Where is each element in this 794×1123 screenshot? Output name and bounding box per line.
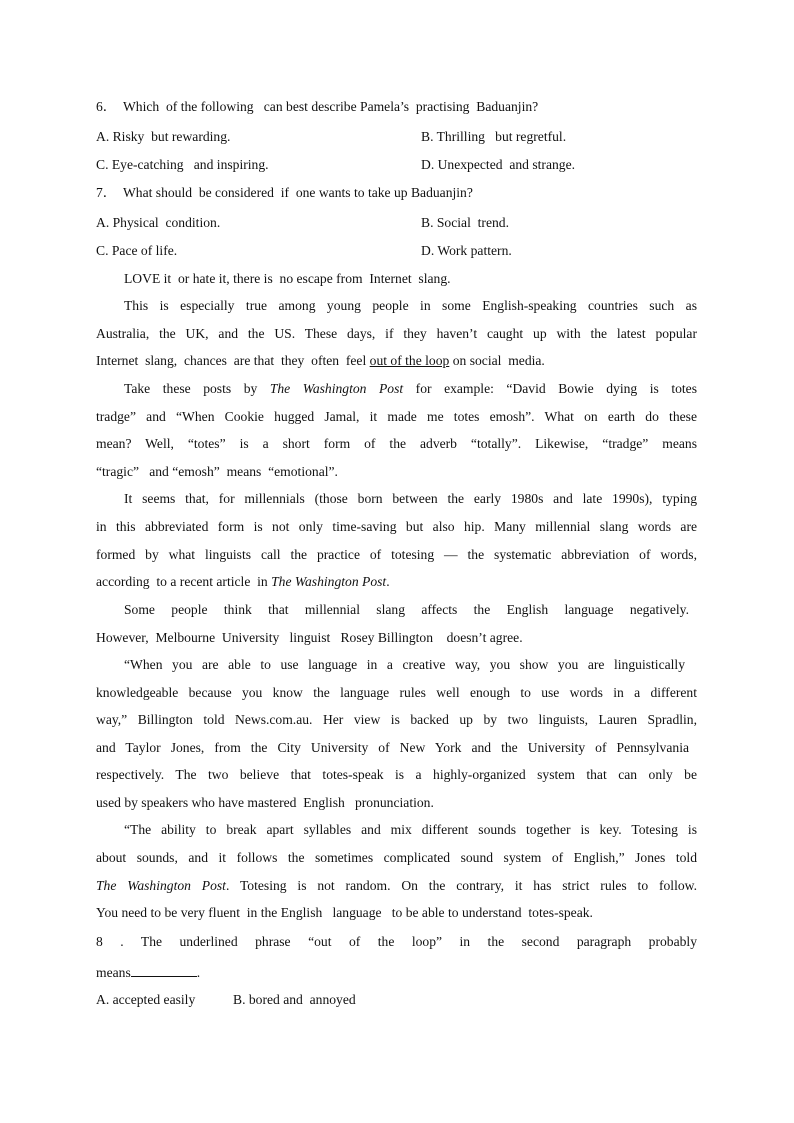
underlined-phrase: out of the loop bbox=[369, 353, 450, 368]
passage-paragraph-2-line-3 bbox=[96, 353, 545, 369]
answer-blank[interactable] bbox=[131, 964, 197, 977]
question-8-stem-line-1: 8 . The underlined phrase “out of the loop” in the second paragraph probably bbox=[96, 934, 697, 949]
text-run: according to a recent article in bbox=[96, 574, 272, 589]
passage-paragraph-2-line-1: This is especially true among young people in some English-speaking countries such as bbox=[124, 298, 697, 313]
text-run: . bbox=[386, 574, 390, 589]
question-7-stem: 7． What should be considered if one wants to take up Baduanjin? bbox=[96, 185, 473, 200]
question-6-option-d[interactable]: D. Unexpected and strange. bbox=[421, 157, 576, 172]
passage-paragraph-3-line-2: tradge” and “When Cookie hugged Jamal, it made me totes emosh”. What on earth do these bbox=[96, 409, 697, 424]
question-7-option-d[interactable]: D. Work pattern. bbox=[421, 243, 512, 258]
question-8-option-a[interactable]: A. accepted easily bbox=[96, 992, 196, 1007]
passage-paragraph-6-line-1: “When you are able to use language in a creative way, you show you are linguistically bbox=[124, 657, 685, 672]
passage-paragraph-6-line-5: respectively. The two believe that totes-speak is a highly-organized system that can only be bbox=[96, 767, 697, 782]
question-6-stem: 6． Which of the following can best describe Pamela’s practising Baduanjin? bbox=[96, 99, 539, 114]
question-6-option-c[interactable]: C. Eye-catching and inspiring. bbox=[96, 157, 269, 172]
passage-paragraph-3-line-1 bbox=[124, 381, 697, 397]
passage-paragraph-1: LOVE it or hate it, there is no escape from Internet slang. bbox=[124, 271, 451, 286]
passage-paragraph-6-line-6: used by speakers who have mastered English pronunciation. bbox=[96, 795, 434, 810]
passage-paragraph-3-line-3: mean? Well, “totes” is a short form of the adverb “totally”. Likewise, “tradge” means bbox=[96, 436, 697, 451]
question-6-option-a[interactable]: A. Risky but rewarding. bbox=[96, 129, 231, 144]
passage-paragraph-4-line-4 bbox=[96, 574, 390, 590]
passage-paragraph-6-line-3: way,” Billington told News.com.au. Her view is backed up by two linguists, Lauren Spradlin, bbox=[96, 712, 697, 727]
passage-paragraph-3-line-4: “tragic” and “emosh” means “emotional”. bbox=[96, 464, 338, 479]
passage-paragraph-7-line-2: about sounds, and it follows the sometimes complicated sound system of English,” Jones told bbox=[96, 850, 697, 865]
question-6-option-b[interactable]: B. Thrilling but regretful. bbox=[421, 129, 567, 144]
passage-paragraph-7-line-3 bbox=[96, 878, 697, 894]
text-run: on social media. bbox=[449, 353, 545, 368]
passage-paragraph-7-line-4: You need to be very fluent in the English language to be able to understand totes-speak. bbox=[96, 905, 593, 920]
question-7-option-a[interactable]: A. Physical condition. bbox=[96, 215, 221, 230]
passage-paragraph-6-line-4: and Taylor Jones, from the City University of New York and the University of Pennsylvania bbox=[96, 740, 689, 755]
passage-paragraph-5-line-2: However, Melbourne University linguist Rosey Billington doesn’t agree. bbox=[96, 630, 523, 645]
question-8-stem-line-2 bbox=[96, 964, 200, 981]
question-7-option-b[interactable]: B. Social trend. bbox=[421, 215, 509, 230]
text-run: . bbox=[196, 965, 201, 980]
passage-paragraph-2-line-2: Australia, the UK, and the US. These days, if they haven’t caught up with the latest popular bbox=[96, 326, 697, 341]
passage-paragraph-4-line-1: It seems that, for millennials (those born between the early 1980s and late 1990s), typing bbox=[124, 491, 697, 506]
source-title: The Washington Post bbox=[271, 574, 387, 589]
text-run: . Totesing is not random. On the contrary, it has strict rules to follow. bbox=[225, 878, 697, 893]
question-7-option-c[interactable]: C. Pace of life. bbox=[96, 243, 178, 258]
passage-paragraph-7-line-1: “The ability to break apart syllables and mix different sounds together is key. Totesing is bbox=[124, 822, 697, 837]
text-run: for example: “David Bowie dying is totes bbox=[403, 381, 697, 396]
passage-paragraph-6-line-2: knowledgeable because you know the language rules well enough to use words in a different bbox=[96, 685, 697, 700]
text-run: Internet slang, chances are that they often feel bbox=[96, 353, 370, 368]
text-run: means bbox=[96, 965, 131, 980]
passage-paragraph-4-line-2: in this abbreviated form is not only time-saving but also hip. Many millennial slang words are bbox=[96, 519, 697, 534]
source-title: The Washington Post bbox=[269, 381, 404, 396]
text-run: Take these posts by bbox=[124, 381, 270, 396]
passage-paragraph-5-line-1: Some people think that millennial slang affects the English language negatively. bbox=[124, 602, 689, 617]
passage-paragraph-4-line-3: formed by what linguists call the practice of totesing — the systematic abbreviation of words, bbox=[96, 547, 697, 562]
question-8-option-b[interactable]: B. bored and annoyed bbox=[233, 992, 356, 1007]
source-title: The Washington Post bbox=[96, 878, 226, 893]
